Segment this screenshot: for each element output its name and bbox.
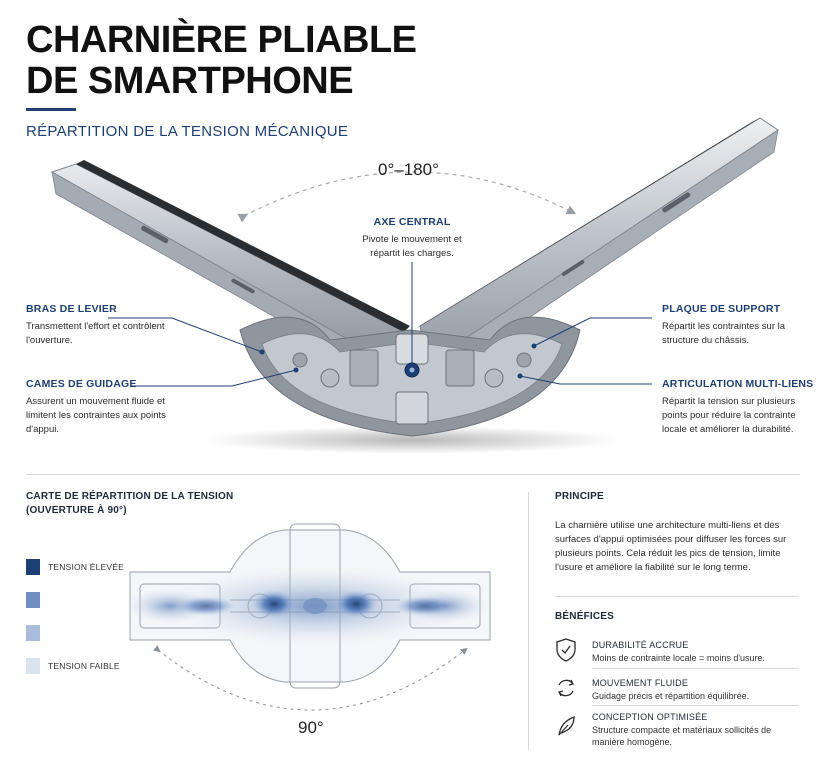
callout-title: PLAQUE DE SUPPORT xyxy=(662,303,781,315)
page-subtitle: RÉPARTITION DE LA TENSION MÉCANIQUE xyxy=(26,123,349,140)
callout-axe-central xyxy=(352,216,472,261)
callout-title: AXE CENTRAL xyxy=(373,216,451,228)
callout-plaque-support xyxy=(662,303,812,348)
callout-cames-guidage xyxy=(26,378,186,437)
callout-title: CAMES DE GUIDAGE xyxy=(26,378,137,390)
column-divider xyxy=(528,492,529,750)
opening-angle-range: 0°–180° xyxy=(378,160,439,179)
legend-label: TENSION ÉLEVÉE xyxy=(48,562,125,572)
benefit-desc: Guidage précis et répartition équilibrée. xyxy=(592,691,750,701)
benefit-separator xyxy=(592,705,799,706)
benefit-title: CONCEPTION OPTIMISÉE xyxy=(592,712,708,722)
circular-arrows-icon xyxy=(555,676,577,700)
legend-swatch xyxy=(26,625,40,641)
principle-separator xyxy=(555,596,799,597)
principle-heading: PRINCIPE xyxy=(555,491,604,502)
legend-label: TENSION FAIBLE xyxy=(48,661,120,671)
callout-desc: Assurent un mouvement fluide et limitent les contraintes aux points d'appui. xyxy=(26,396,166,435)
section-divider xyxy=(26,474,800,475)
benefit-separator xyxy=(592,668,799,669)
legend-swatch xyxy=(26,559,40,575)
principle-text: La charnière utilise une architecture multi-liens et des surfaces d'appui optimisées pour diffuser les forces sur plusieurs points. Cela réduit les pics de tension, limite l'usure et améliore la fiabilité sur le long terme. xyxy=(555,520,787,573)
benefit-title: MOUVEMENT FLUIDE xyxy=(592,678,689,688)
legend-swatch xyxy=(26,592,40,608)
callout-title: BRAS DE LEVIER xyxy=(26,303,117,315)
tension-map-title-line-1: CARTE DE RÉPARTITION DE LA TENSION xyxy=(26,491,234,502)
legend-swatch xyxy=(26,658,40,674)
opening-angle-90: 90° xyxy=(298,718,324,737)
callout-articulation xyxy=(662,378,812,437)
benefit-title: DURABILITÉ ACCRUE xyxy=(592,640,689,650)
callout-desc: Répartit la tension sur plusieurs points pour réduire la contrainte locale et améliorer la durabilité. xyxy=(662,396,796,435)
benefit-desc: Structure compacte et matériaux sollicités de manière homogène. xyxy=(592,725,772,747)
shield-check-icon xyxy=(555,638,577,662)
callout-desc: Répartit les contraintes sur la structure du châssis. xyxy=(662,321,786,346)
hinge-mechanism xyxy=(240,317,580,436)
callout-bras-levier xyxy=(26,303,176,348)
tension-map-title-line-2: (OUVERTURE À 90°) xyxy=(26,505,127,516)
feather-icon xyxy=(555,714,577,738)
callout-desc: Pivote le mouvement et répartit les charges. xyxy=(362,234,462,259)
callout-desc: Transmettent l'effort et contrôlent l'ouverture. xyxy=(26,321,165,346)
benefit-desc: Moins de contrainte locale = moins d'usure. xyxy=(592,653,766,663)
benefits-heading: BÉNÉFICES xyxy=(555,611,615,622)
title-line-2: DE SMARTPHONE xyxy=(26,60,354,102)
title-line-1: CHARNIÈRE PLIABLE xyxy=(26,19,417,61)
callout-title: ARTICULATION MULTI-LIENS xyxy=(662,378,814,390)
